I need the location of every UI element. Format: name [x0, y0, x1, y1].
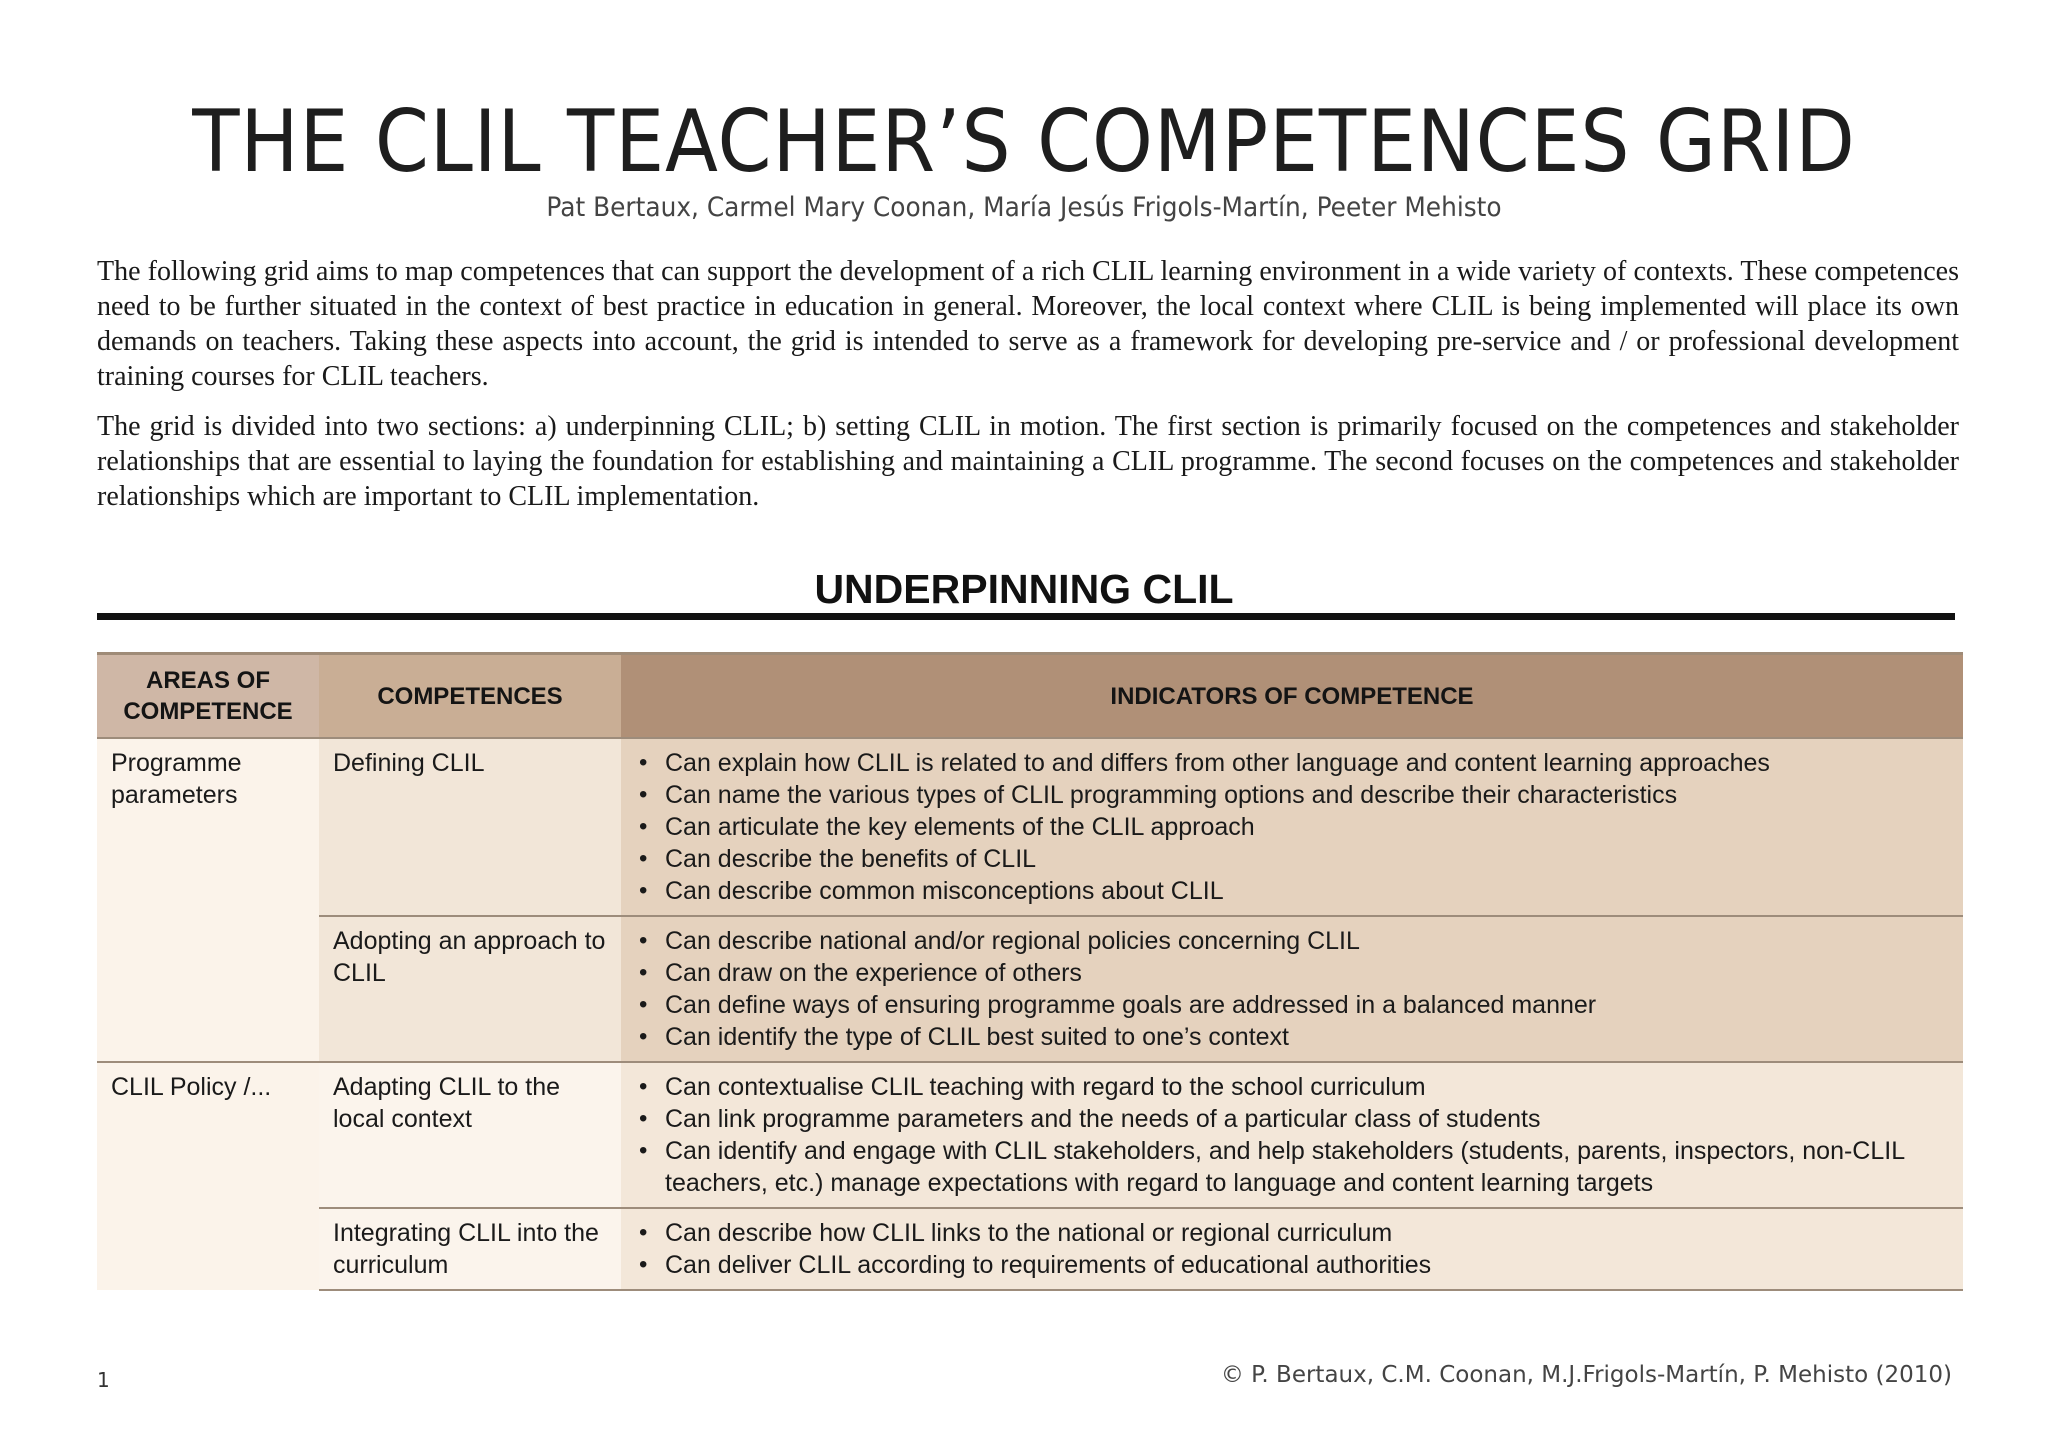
- indicator-item: • Can articulate the key elements of the CLIL approach: [665, 811, 1949, 843]
- section-heading: UNDERPINNING CLIL: [814, 566, 1234, 612]
- indicator-item: • Can link programme parameters and the needs of a particular class of students: [665, 1103, 1949, 1135]
- indicator-item: • Can explain how CLIL is related to and differs from other language and content learning approaches: [665, 747, 1949, 779]
- area-cell: CLIL Policy /...: [97, 1062, 319, 1290]
- indicator-item: • Can contextualise CLIL teaching with regard to the school curriculum: [665, 1071, 1949, 1103]
- author-list: Pat Bertaux, Carmel Mary Coonan, María Jesús Frigols-Martín, Peeter Mehisto: [546, 192, 1502, 223]
- header-competences: COMPETENCES: [319, 654, 621, 739]
- competence-cell: Adopting an approach to CLIL: [319, 916, 621, 1062]
- indicator-list: [635, 925, 1949, 1053]
- indicators-cell: [621, 738, 1963, 916]
- table-row: [97, 1062, 1963, 1208]
- copyright-notice: © P. Bertaux, C.M. Coonan, M.J.Frigols-Martín, P. Mehisto (2010): [1220, 1362, 1952, 1388]
- table-row: [97, 1208, 1963, 1290]
- competences-table: [97, 652, 1963, 1291]
- indicator-item: • Can describe the benefits of CLIL: [665, 843, 1949, 875]
- table-row: [97, 738, 1963, 916]
- area-cell: Programme parameters: [97, 738, 319, 1062]
- indicator-item: • Can draw on the experience of others: [665, 957, 1949, 989]
- competence-cell: Defining CLIL: [319, 738, 621, 916]
- intro-paragraph: The grid is divided into two sections: a) underpinning CLIL; b) setting CLIL in motion. The first section is primarily focused on the competences and stakeholder relationships that are essential to laying the foundation for establishing and maintaining a CLIL programme. The second focuses on the competences and stakeholder relationships which are important to CLIL implementation.: [97, 411, 1959, 512]
- indicator-item: • Can define ways of ensuring programme goals are addressed in a balanced manner: [665, 989, 1949, 1021]
- intro-text: [97, 254, 1959, 529]
- page-title: THE CLIL TEACHER’S COMPETENCES GRID: [192, 92, 1856, 192]
- indicators-cell: [621, 1062, 1963, 1208]
- indicator-list: [635, 1217, 1949, 1281]
- indicator-item: • Can describe national and/or regional policies concerning CLIL: [665, 925, 1949, 957]
- header-indicators-of-competence: INDICATORS OF COMPETENCE: [621, 654, 1963, 739]
- indicators-cell: [621, 916, 1963, 1062]
- indicator-item: • Can describe common misconceptions about CLIL: [665, 875, 1949, 907]
- indicator-list: [635, 1071, 1949, 1199]
- indicator-item: • Can identify and engage with CLIL stakeholders, and help stakeholders (students, parents, inspectors, non-CLIL teachers, etc.) manage expectations with regard to language and content learning targets: [665, 1135, 1949, 1199]
- table-header-row: [97, 654, 1963, 739]
- section-divider: [97, 613, 1955, 620]
- table-row: [97, 916, 1963, 1062]
- intro-paragraph: The following grid aims to map competences that can support the development of a rich CLIL learning environment in a wide variety of contexts. These competences need to be further situated in the context of best practice in education in general. Moreover, the local context where CLIL is being implemented will place its own demands on teachers. Taking these aspects into account, the grid is intended to serve as a framework for developing pre-service and / or professional development training courses for CLIL teachers.: [97, 256, 1959, 392]
- indicator-item: • Can identify the type of CLIL best suited to one’s context: [665, 1021, 1949, 1053]
- indicator-item: • Can deliver CLIL according to requirements of educational authorities: [665, 1249, 1949, 1281]
- header-areas-of-competence: AREAS OF COMPETENCE: [97, 654, 319, 739]
- competence-cell: Adapting CLIL to the local context: [319, 1062, 621, 1208]
- indicator-item: • Can describe how CLIL links to the national or regional curriculum: [665, 1217, 1949, 1249]
- page-number: 1: [97, 1368, 110, 1392]
- competence-cell: Integrating CLIL into the curriculum: [319, 1208, 621, 1290]
- indicator-list: [635, 747, 1949, 907]
- indicator-item: • Can name the various types of CLIL programming options and describe their characteristics: [665, 779, 1949, 811]
- indicators-cell: [621, 1208, 1963, 1290]
